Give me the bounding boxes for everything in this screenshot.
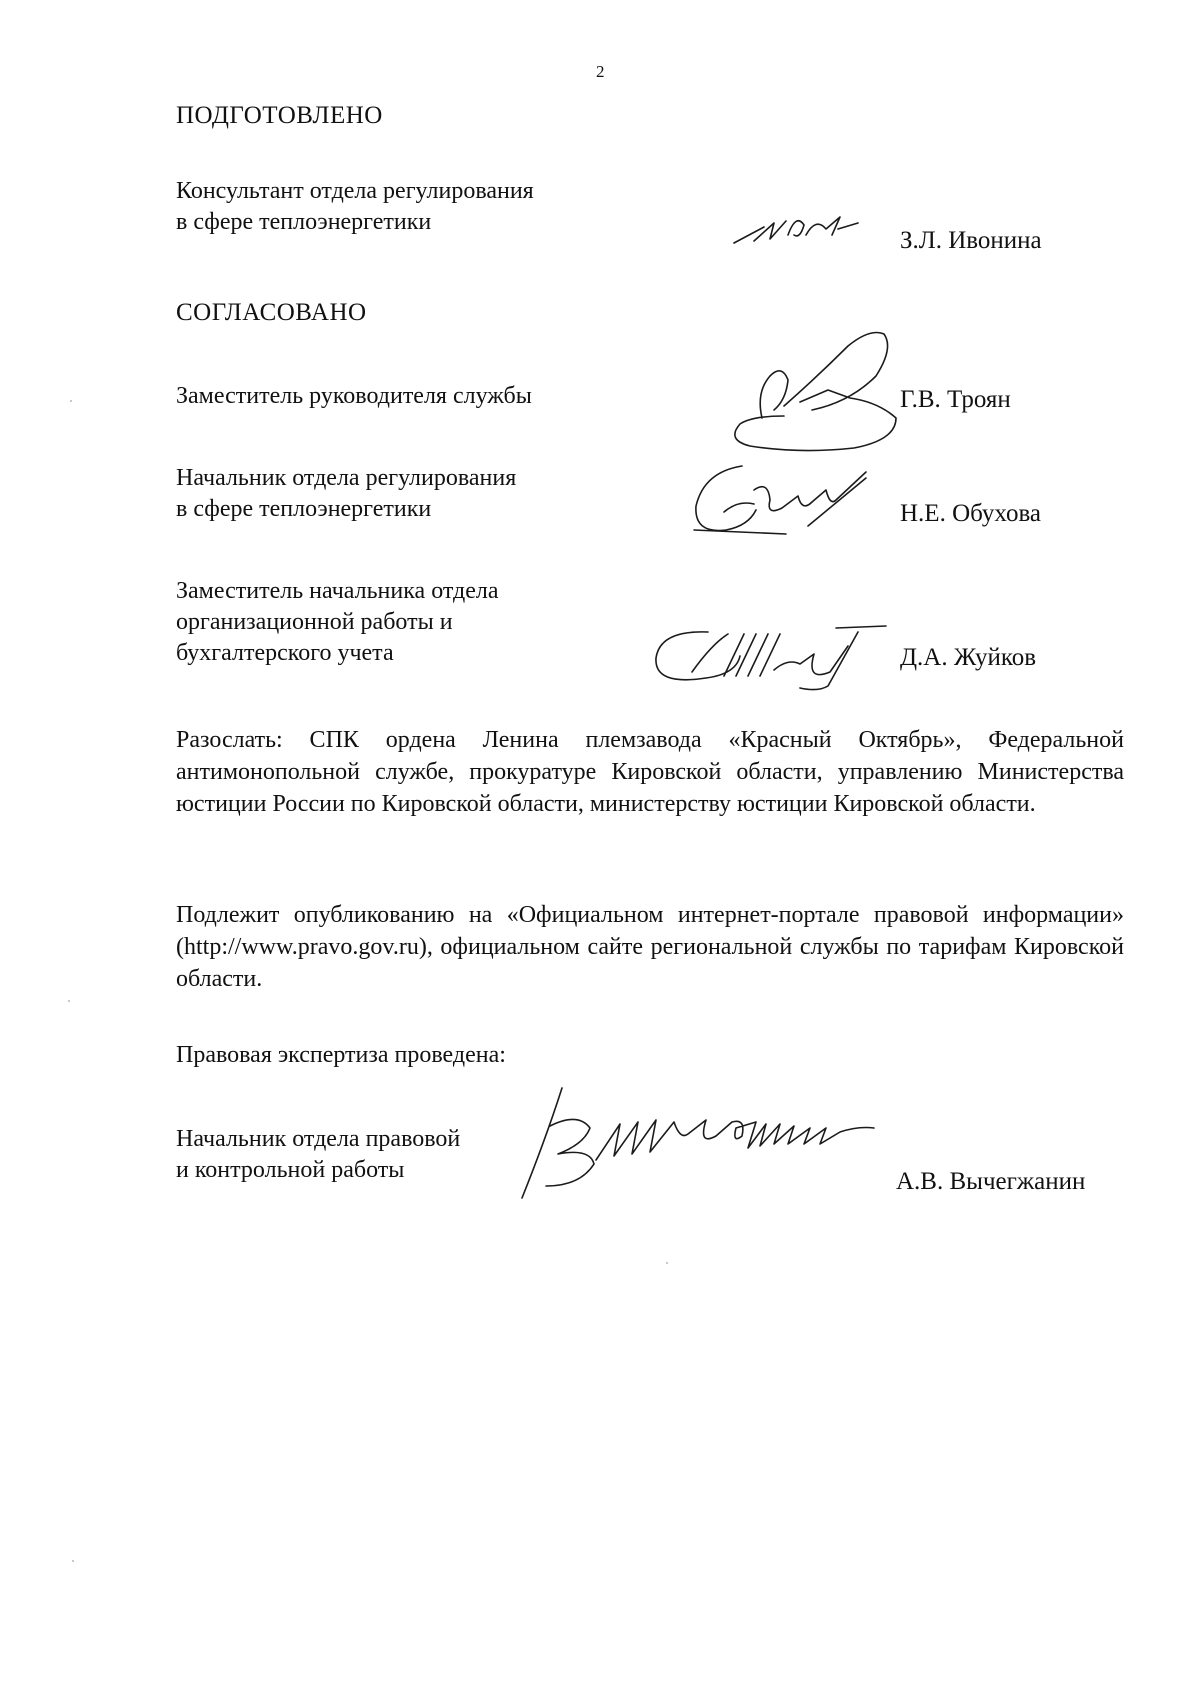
signer-position-line: в сфере теплоэнергетики: [176, 496, 432, 522]
signer-position-line: бухгалтерского учета: [176, 640, 394, 666]
legal-review-heading: Правовая экспертиза проведена:: [176, 1042, 506, 1068]
scan-speck: [68, 1000, 70, 1002]
signature-troyan: [700, 320, 900, 470]
scan-speck: [666, 1262, 668, 1264]
signature-obukhova: [690, 450, 870, 550]
prepared-heading: ПОДГОТОВЛЕНО: [176, 102, 383, 129]
signer-name: Н.Е. Обухова: [900, 500, 1042, 527]
prepared-position-line: в сфере теплоэнергетики: [176, 209, 432, 235]
legal-review-position-line: Начальник отдела правовой: [176, 1126, 461, 1152]
signer-position-line: организационной работы и: [176, 609, 453, 635]
signature-ivonina: [730, 205, 880, 255]
legal-review-position-line: и контрольной работы: [176, 1157, 405, 1183]
signature-vychegzhanin: [510, 1082, 880, 1202]
distribution-paragraph: Разослать: СПК ордена Ленина племзавода «Красный Октябрь», Федеральной антимонопольной службе, прокуратуре Кировской области, управлению Министерства юстиции России по Кировской области, министерству юстиции Кировской области.: [176, 727, 1124, 817]
prepared-name: З.Л. Ивонина: [900, 227, 1042, 254]
signer-name: Д.А. Жуйков: [900, 644, 1037, 671]
page-number: 2: [596, 62, 605, 81]
publication-paragraph: Подлежит опубликованию на «Официальном интернет-портале правовой информации» (http://www.pravo.gov.ru), официальном сайте региональной службы по тарифам Кировской области.: [176, 902, 1124, 992]
signer-position-line: Заместитель начальника отдела: [176, 578, 499, 604]
signer-name: Г.В. Троян: [900, 386, 1011, 413]
signer-position-line: Заместитель руководителя службы: [176, 383, 532, 409]
signature-zhuikov: [650, 618, 890, 698]
scan-speck: [70, 400, 72, 402]
signer-position-line: Начальник отдела регулирования: [176, 465, 517, 491]
prepared-position-line: Консультант отдела регулирования: [176, 178, 534, 204]
legal-review-name: А.В. Вычегжанин: [896, 1168, 1086, 1195]
scan-speck: [72, 1560, 74, 1562]
agreed-heading: СОГЛАСОВАНО: [176, 299, 367, 326]
